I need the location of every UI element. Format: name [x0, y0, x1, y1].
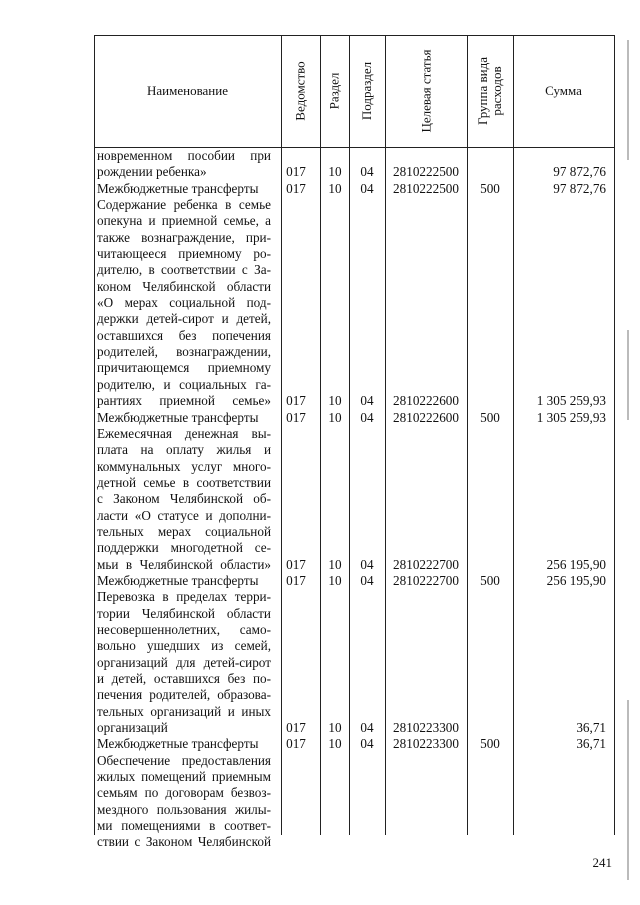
header-summa-label: Сумма — [545, 83, 582, 98]
cell-vedomstvo: 017 — [286, 736, 306, 752]
cell-podrazdel: 04 — [360, 720, 374, 736]
row-name — [94, 197, 274, 409]
row-name-line: рождении ребенка» — [97, 164, 207, 180]
cell-summa: 36,71 — [576, 736, 606, 752]
header-vedomstvo — [281, 35, 320, 147]
row-name-line: мьи в Челябинской области» — [97, 556, 271, 572]
row-name-line: держки детей-сирот и детей, — [97, 311, 271, 327]
header-gruppa-vida — [467, 35, 513, 147]
row-name-line: несовершеннолетних, само- — [97, 621, 271, 637]
row-name-line: и детей, оставшихся без по- — [97, 671, 271, 686]
row-name-line: тории Челябинской области — [97, 605, 271, 621]
table-row — [94, 148, 615, 181]
row-name-line: Межбюджетные трансферты — [97, 180, 259, 196]
row-name-line: оставшихся без попечения — [97, 327, 271, 343]
cell-vedomstvo: 017 — [286, 164, 306, 180]
cell-razdel: 10 — [328, 736, 342, 752]
cell-vedomstvo: 017 — [286, 572, 306, 588]
row-name-line: поддержки многодетной се- — [97, 540, 271, 556]
row-name-line: тельных мерах социальной — [97, 523, 271, 539]
row-name — [94, 148, 274, 181]
row-name-line: дителю, в соответствии с За- — [97, 262, 271, 278]
row-name-line: жилых помещений приемным — [97, 769, 271, 785]
cell-summa: 256 195,90 — [546, 556, 606, 572]
header-celevaya-statya-label: Целевая статья — [418, 49, 434, 133]
table-row — [94, 181, 615, 197]
cell-celevaya-statya: 2810222700 — [393, 572, 459, 588]
header-podrazdel-label: Подраздел — [359, 61, 375, 121]
row-name-line: с Законом Челябинской об- — [97, 491, 271, 507]
cell-gruppa-vida: 500 — [480, 180, 500, 196]
table-row — [94, 589, 615, 736]
row-name-line: Межбюджетные трансферты — [97, 409, 259, 425]
table-body — [94, 148, 615, 851]
budget-table — [94, 35, 615, 850]
page-number: 241 — [592, 855, 612, 870]
table-row — [94, 573, 615, 589]
row-name-line: печения родителей, образова- — [97, 687, 271, 703]
row-name-line: «О мерах социальной под- — [97, 295, 271, 311]
row-name-line: также вознаграждение, при- — [97, 229, 271, 245]
row-name-line: Содержание ребенка в семье — [97, 197, 271, 213]
cell-razdel: 10 — [328, 720, 342, 736]
cell-celevaya-statya: 2810222600 — [393, 409, 459, 425]
cell-vedomstvo: 017 — [286, 393, 306, 409]
cell-vedomstvo: 017 — [286, 556, 306, 572]
cell-vedomstvo: 017 — [286, 180, 306, 196]
cell-vedomstvo: 017 — [286, 720, 306, 736]
cell-celevaya-statya: 2810222600 — [393, 393, 459, 409]
scan-edge-mark — [627, 700, 629, 880]
row-name-line: коном Челябинской области — [97, 278, 271, 294]
row-name-line: вольно ушедших из семей, — [97, 638, 271, 654]
table-row — [94, 736, 615, 752]
cell-gruppa-vida: 500 — [480, 736, 500, 752]
row-name-line: Перевозка в пределах терри- — [97, 589, 271, 605]
table-row — [94, 410, 615, 426]
cell-razdel: 10 — [328, 180, 342, 196]
row-name — [94, 573, 274, 589]
row-name-line: семьям по договорам безвоз- — [97, 785, 271, 801]
cell-summa: 256 195,90 — [546, 572, 606, 588]
scan-edge-mark — [627, 330, 629, 420]
cell-summa: 36,71 — [576, 720, 606, 736]
cell-podrazdel: 04 — [360, 556, 374, 572]
header-naimenovanie-label: Наименование — [147, 83, 228, 98]
row-name-line: организаций — [97, 720, 168, 736]
cell-razdel: 10 — [328, 572, 342, 588]
row-name-line: ми помещениями в соответ- — [97, 818, 271, 834]
table-row — [94, 426, 615, 573]
row-name-line: рантиях приемной семье» — [97, 393, 271, 409]
cell-summa: 97 872,76 — [553, 180, 606, 196]
row-name — [94, 181, 274, 197]
cell-celevaya-statya: 2810222500 — [393, 164, 459, 180]
cell-podrazdel: 04 — [360, 393, 374, 409]
row-name — [94, 753, 274, 851]
cell-celevaya-statya: 2810222700 — [393, 556, 459, 572]
header-summa — [513, 35, 614, 147]
row-name-line: ствии с Законом Челябинской — [97, 834, 271, 850]
header-gruppa-vida-line2: расходов — [489, 66, 505, 116]
header-naimenovanie — [94, 35, 281, 147]
row-name-line: новременном пособии при — [97, 148, 271, 163]
table-row — [94, 753, 615, 851]
row-name-line: причитающемся приемному — [97, 360, 271, 376]
row-name-line: родителю, и социальных га- — [97, 376, 271, 392]
cell-summa: 1 305 259,93 — [536, 393, 606, 409]
header-gruppa-vida-line1: Группа вида — [475, 57, 491, 125]
row-name — [94, 410, 274, 426]
row-name-line: Ежемесячная денежная вы- — [97, 425, 271, 441]
row-name-line: коммунальных услуг много- — [97, 458, 271, 474]
cell-razdel: 10 — [328, 409, 342, 425]
row-name — [94, 426, 274, 573]
cell-gruppa-vida: 500 — [480, 409, 500, 425]
row-name-line: читающееся приемному ро- — [97, 246, 271, 262]
header-gruppa-vida-label — [476, 57, 504, 125]
header-celevaya-statya — [385, 35, 467, 147]
row-name-line: тельных организаций и иных — [97, 703, 271, 719]
row-name-line: плата на оплату жилья и — [97, 442, 271, 458]
cell-summa: 1 305 259,93 — [536, 409, 606, 425]
row-name-line: Обеспечение предоставления — [97, 752, 271, 768]
cell-celevaya-statya: 2810223300 — [393, 720, 459, 736]
cell-vedomstvo: 017 — [286, 409, 306, 425]
table-row — [94, 197, 615, 409]
cell-podrazdel: 04 — [360, 736, 374, 752]
cell-celevaya-statya: 2810222500 — [393, 180, 459, 196]
cell-razdel: 10 — [328, 164, 342, 180]
cell-summa: 97 872,76 — [553, 164, 606, 180]
row-name-line: мездного пользования жилы- — [97, 801, 271, 817]
row-name-line: родителей, вознаграждении, — [97, 344, 271, 360]
cell-celevaya-statya: 2810223300 — [393, 736, 459, 752]
cell-podrazdel: 04 — [360, 164, 374, 180]
header-razdel — [320, 35, 349, 147]
cell-podrazdel: 04 — [360, 180, 374, 196]
scan-edge-mark — [627, 40, 629, 160]
row-name-line: ласти «О статусе и дополни- — [97, 507, 271, 523]
row-name-line: организаций для детей-сирот — [97, 654, 271, 670]
header-podrazdel — [349, 35, 385, 147]
cell-gruppa-vida: 500 — [480, 572, 500, 588]
row-name-line: Межбюджетные трансферты — [97, 736, 259, 752]
row-name-line: детной семье в соответствии — [97, 474, 271, 490]
cell-razdel: 10 — [328, 393, 342, 409]
cell-razdel: 10 — [328, 556, 342, 572]
header-razdel-label: Раздел — [326, 72, 342, 110]
header-vedomstvo-label: Ведомство — [292, 61, 308, 121]
cell-podrazdel: 04 — [360, 409, 374, 425]
row-name-line: Межбюджетные трансферты — [97, 572, 259, 588]
row-name — [94, 589, 274, 736]
row-name — [94, 736, 274, 752]
cell-podrazdel: 04 — [360, 572, 374, 588]
row-name-line: опекуна и приемной семье, а — [97, 213, 271, 229]
